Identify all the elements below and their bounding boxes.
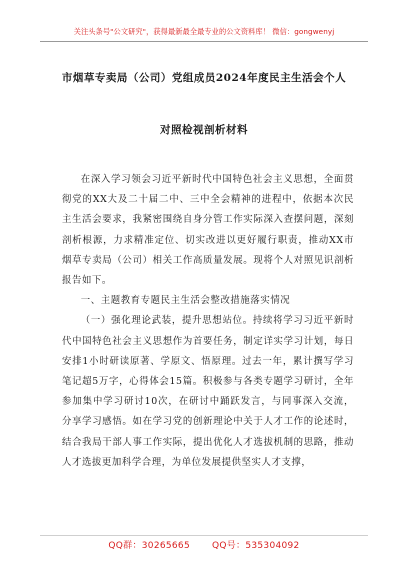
- document-body: [62, 170, 354, 473]
- document-title-line-2: 对照检视剖析材料: [160, 124, 248, 136]
- paragraph-theory: （一）强化理论武装，提升思想站位。持续将学习习近平新时代中国特色社会主义思想作为首要任务，制定详实学习计划，每日安排1小时研读原著、学原文、悟原理。过去一年，累计撰写学习笔记超5万字，心得体会15篇。积极参与各类专题学习研讨，全年参加集中学习研讨10次，在研讨中踊跃发言，与同事深入交流，分享学习感悟。如在学习党的创新理论中关于人才工作的论述时，结合我局干部人事工作实际，提出优化人才选拔机制的思路，推动人才选拔更加科学合理，为单位发展提供坚实人才支撑，: [62, 315, 354, 468]
- footer-qq-group: QQ群：30265665: [108, 541, 190, 551]
- document-title-line-1: 市烟草专卖局（公司）党组成员2024年度民主生活会个人: [61, 72, 347, 84]
- header-banner: 关注头条号"公文研究"，获得最新最全最专业的公文资料库！ 微信：gongwenyj: [73, 27, 335, 36]
- header-divider: [40, 41, 368, 42]
- footer-divider: [40, 535, 368, 536]
- paragraph-intro: 在深入学习领会习近平新时代中国特色社会主义思想，全面贯彻党的XX大及二十届二中、三中全会精神的进程中，依据本次民主生活会要求，我紧密围绕自身分管工作实际深入查摆问题，深刻剖析根源，力求精准定位、切实改进以更好履行职责，推动XX市烟草专卖局（公司）相关工作高质量发展。现将个人对照见识剖析报告如下。: [62, 174, 354, 287]
- footer-qq-number: QQ号：535304092: [211, 541, 300, 551]
- section-heading-1: 一、主题教育专题民主生活会整改措施落实情况: [80, 295, 291, 307]
- footer-contact: [0, 538, 408, 551]
